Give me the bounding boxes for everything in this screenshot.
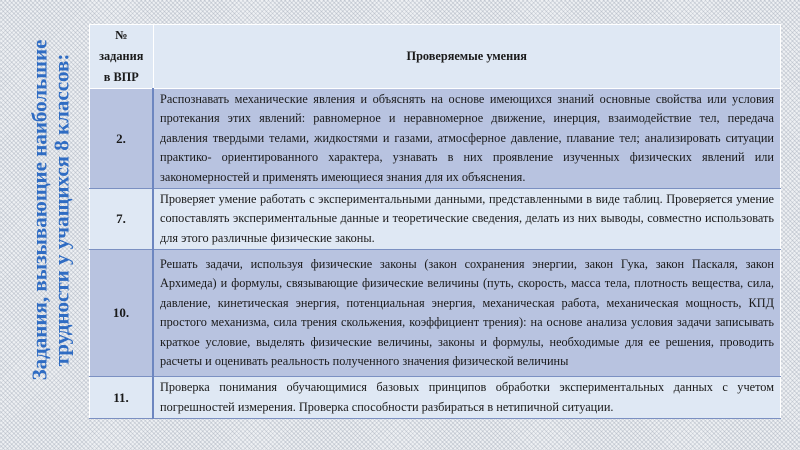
slide-title-line-1: Задания, вызывающие наибольшие bbox=[27, 39, 51, 381]
skills-table bbox=[89, 24, 781, 419]
header-task-number-line-1: № bbox=[115, 28, 128, 42]
task-number: 7. bbox=[90, 189, 154, 250]
task-skills-text: Распознавать механические явления и объяснять на основе имеющихся знаний основные свойства или условия протекания этих явлений: равномерное и неравномерное движение, инерция, взаимодействие тел, передача давления твердыми телами, жидкостями и газами, атмосферное давление, плавание тел; анализировать ситуации практико- ориентированного характера, узнавать в них проявление изученных физических явлений или закономерностей и применять имеющиеся знания для их объяснения. bbox=[153, 89, 781, 189]
header-skills: Проверяемые умения bbox=[153, 25, 781, 89]
table-row bbox=[90, 89, 781, 189]
table-row bbox=[90, 189, 781, 250]
slide-title-line-2: трудности у учащихся 8 классов: bbox=[49, 53, 73, 367]
slide-title bbox=[26, 40, 74, 380]
task-skills-text: Проверка понимания обучающимися базовых принципов обработки экспериментальных данных с учетом погрешностей измерения. Проверка способности разбираться в нетипичной ситуации. bbox=[153, 377, 781, 419]
task-number: 10. bbox=[90, 250, 154, 377]
task-skills-text: Проверяет умение работать с экспериментальными данными, представленными в виде таблиц. Проверяется умение сопоставлять экспериментальные данные и теоретические сведения, делать из них выводы, совместно использовать для этого различные физические законы. bbox=[153, 189, 781, 250]
slide-title-text bbox=[28, 40, 72, 381]
header-task-number-line-3: в ВПР bbox=[103, 70, 139, 84]
table-header-row bbox=[90, 25, 781, 89]
task-skills-text: Решать задачи, используя физические законы (закон сохранения энергии, закон Гука, закон Паскаля, закон Архимеда) и формулы, связывающие физические величины (путь, скорость, масса тела, плотность вещества, сила, давление, кинетическая энергия, потенциальная энергия, механическая работа, механическая мощность, КПД простого механизма, сила трения скольжения, коэффициент трения): на основе анализа условия задачи записывать краткое условие, выделять физические величины, законы и формулы, необходимые для ее решения, проводить расчеты и оценивать реальность полученного значения физической величины bbox=[153, 250, 781, 377]
header-task-number-line-2: задания bbox=[99, 49, 144, 63]
header-task-number bbox=[90, 25, 154, 89]
table-row bbox=[90, 250, 781, 377]
table-row bbox=[90, 377, 781, 419]
task-number: 11. bbox=[90, 377, 154, 419]
task-number: 2. bbox=[90, 89, 154, 189]
